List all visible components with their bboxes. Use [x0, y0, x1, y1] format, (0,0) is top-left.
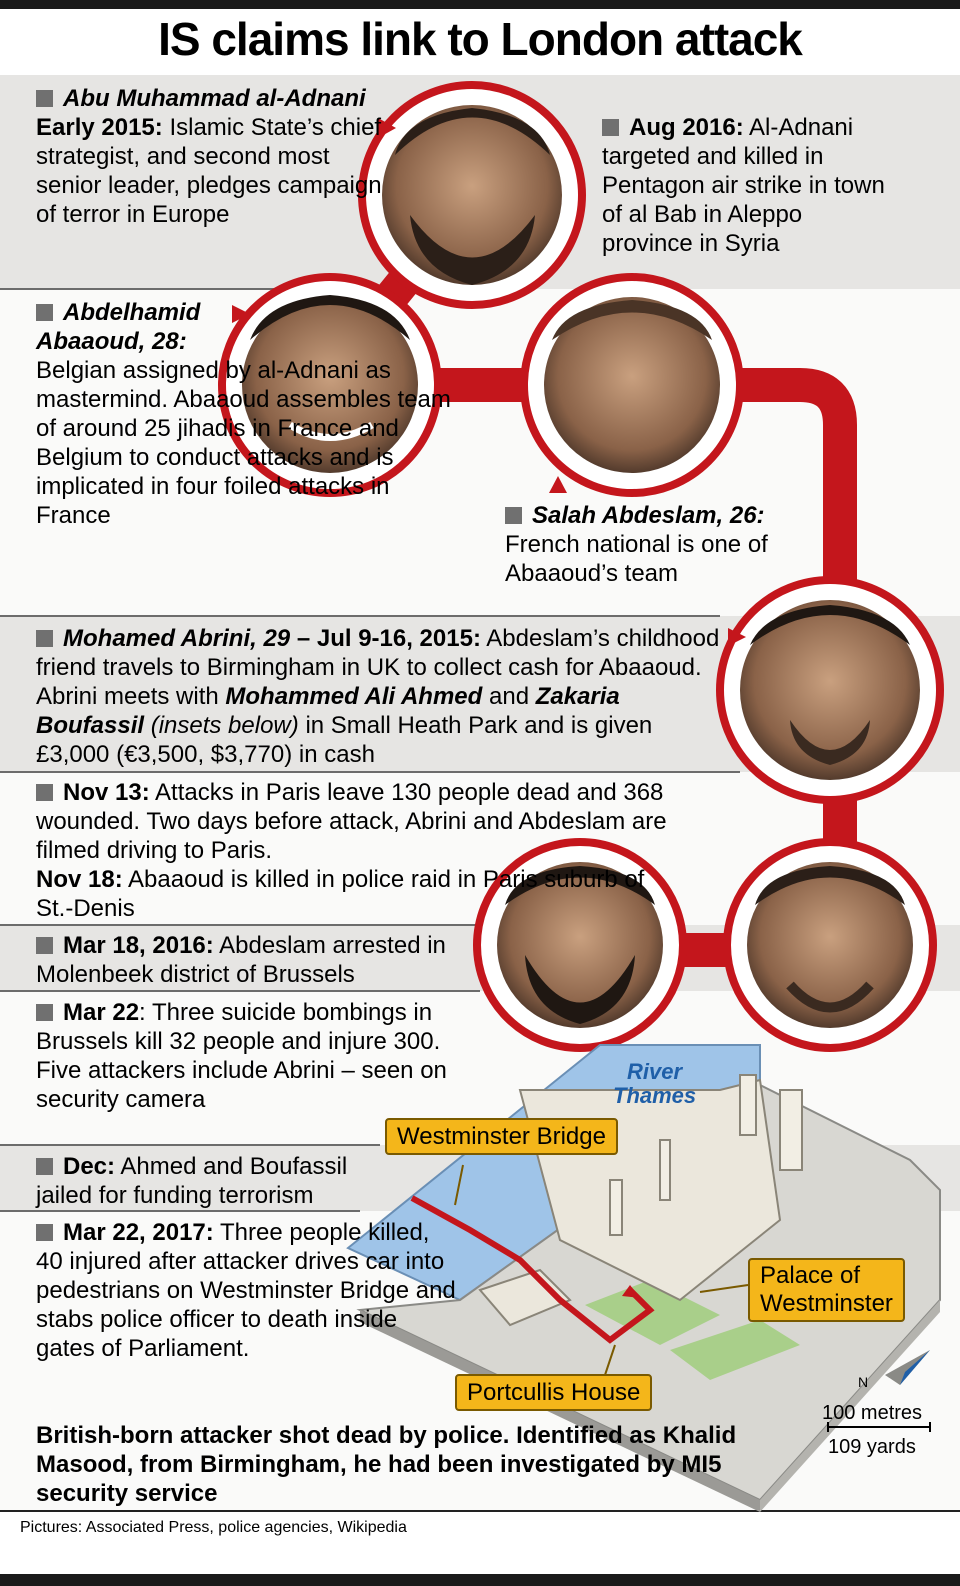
abaaoud-body: Belgian assigned by al-Adnani as mastermind. Abaaoud assembles team of around 25 jihadis in France and Belgium to conduct attacks and is implicated in four foiled attacks in France — [36, 357, 451, 529]
salah-text — [505, 501, 795, 588]
adnani-text — [36, 84, 396, 229]
abrini-text — [36, 624, 726, 769]
nov18-body: Abaaoud is killed in police raid in Paris suburb of St.-Denis — [36, 866, 645, 922]
portrait-abrini — [720, 580, 940, 800]
bottom-bar — [0, 1574, 960, 1586]
nov13-date: Nov 13: — [63, 779, 150, 806]
dec-date: Dec: — [63, 1153, 116, 1180]
scale-metres: 100 metres — [822, 1402, 923, 1424]
mar18-date: Mar 18, 2016: — [63, 932, 214, 959]
scale-yards: 109 yards — [828, 1436, 916, 1458]
pointer-arrow — [549, 476, 567, 493]
bullet-icon — [36, 784, 53, 801]
nov-text — [36, 778, 676, 923]
bullet-icon — [36, 1158, 53, 1175]
abaaoud-name: Abdelhamid Abaaoud, 28: — [36, 299, 201, 355]
bullet-icon — [36, 1224, 53, 1241]
bullet-icon — [36, 937, 53, 954]
mar2017-date: Mar 22, 2017: — [63, 1219, 214, 1246]
adnani-date: Early 2015: — [36, 114, 163, 141]
river-label — [613, 1060, 696, 1108]
insets-note: (insets below) — [150, 712, 299, 739]
river-label-line: River — [627, 1059, 683, 1084]
and-word: and — [489, 683, 530, 710]
abrini-body: Abdeslam’s childhood friend travels to Birmingham in UK to collect cash for Abaaoud. Abrini meets with — [36, 625, 720, 710]
abaaoud-body-block — [36, 356, 466, 530]
abaaoud-name-block — [36, 298, 226, 356]
bullet-icon — [36, 90, 53, 107]
portrait-boufassil — [727, 842, 933, 1048]
abrini-body-2: in Small Heath Park and is given £3,000 (€3,500, $3,770) in cash — [36, 712, 653, 768]
palace-label-line: Westminster — [760, 1290, 893, 1317]
mar2017-text — [36, 1218, 456, 1363]
page-title: IS claims link to London attack — [158, 13, 802, 65]
bridge-label: Westminster Bridge — [385, 1118, 618, 1155]
salah-name: Salah Abdeslam, 26: — [532, 502, 765, 529]
bullet-icon — [36, 304, 53, 321]
mar22-date: Mar 22 — [63, 999, 140, 1026]
portcullis-label: Portcullis House — [455, 1374, 652, 1411]
mar18-text — [36, 931, 466, 989]
aug2016-body: Al-Adnani targeted and killed in Pentagon air strike in town of al Bab in Aleppo province in Syria — [602, 114, 885, 257]
bullet-icon — [602, 119, 619, 136]
adnani-body: Islamic State’s chief strategist, and second most senior leader, pledges campaign of terror in Europe — [36, 114, 382, 228]
abrini-date: – Jul 9-16, 2015: — [296, 625, 481, 652]
nov18-date: Nov 18: — [36, 866, 123, 893]
boufassil-name: Zakaria Boufassil — [36, 683, 620, 739]
salah-body: French national is one of Abaaoud’s team — [505, 531, 768, 587]
portrait-salah — [524, 277, 740, 493]
picture-credit: Pictures: Associated Press, police agencies, Wikipedia — [20, 1519, 407, 1536]
ahmed-name: Mohammed Ali Ahmed — [225, 683, 483, 710]
bullet-icon — [36, 630, 53, 647]
mar18-body: Abdeslam arrested in Molenbeek district of Brussels — [36, 932, 446, 988]
palace-label — [748, 1258, 905, 1322]
bullet-icon — [36, 1004, 53, 1021]
north-label: N — [858, 1374, 869, 1390]
mar2017-body: Three people killed, 40 injured after attacker drives car into pedestrians on Westminster Bridge and stabs police officer to death inside gates of Parliament. — [36, 1219, 456, 1362]
mar22-body: : Three suicide bombings in Brussels kill 32 people and injure 300. Five attackers include Abrini – seen on security camera — [36, 999, 447, 1113]
palace-label-line: Palace of — [760, 1262, 861, 1289]
aug2016-date: Aug 2016: — [629, 114, 744, 141]
river-label-line: Thames — [613, 1083, 697, 1108]
nov13-body: Attacks in Paris leave 130 people dead and 368 wounded. Two days before attack, Abrini and Abdeslam are filmed driving to Paris. — [36, 779, 667, 864]
abrini-name: Mohamed Abrini, 29 — [63, 625, 291, 652]
bullet-icon — [505, 507, 522, 524]
dec-body: Ahmed and Boufassil jailed for funding terrorism — [36, 1153, 348, 1209]
dec-text — [36, 1152, 386, 1210]
mar2017-bold-text: British-born attacker shot dead by police. Identified as Khalid Masood, from Birmingham, he had been investigated by MI5 security service — [36, 1422, 737, 1507]
aug2016-text — [602, 113, 892, 258]
adnani-name: Abu Muhammad al-Adnani — [63, 85, 366, 112]
mar22-text — [36, 998, 456, 1114]
